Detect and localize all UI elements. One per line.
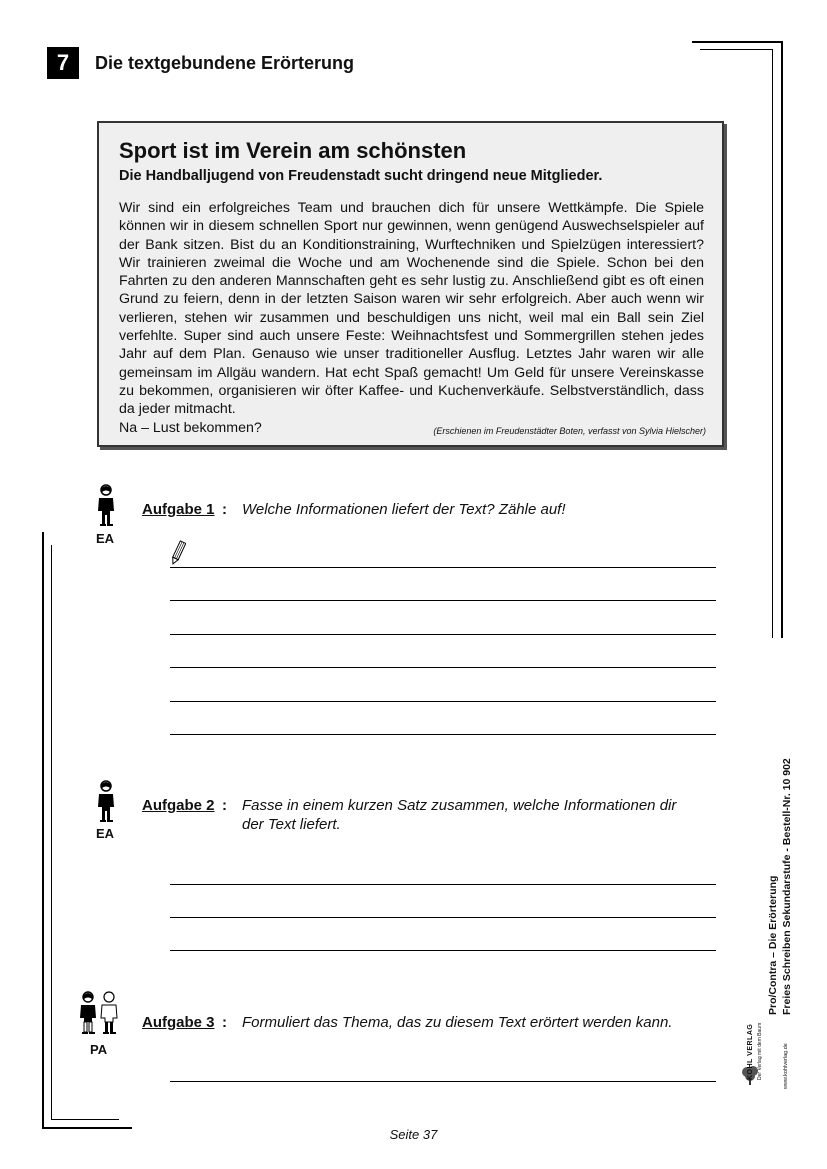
answer-line[interactable] — [170, 917, 716, 918]
chapter-title: Die textgebundene Erörterung — [95, 53, 355, 73]
form-label-ea-2: EA — [96, 826, 115, 841]
frame-line-bottom-inner — [51, 1119, 119, 1120]
task-2-label-text: Aufgabe 2 — [142, 797, 215, 814]
frame-line-right-outer — [781, 41, 783, 638]
pair-students-icon — [78, 991, 120, 1039]
form-label-ea-1: EA — [96, 531, 115, 546]
task-3-colon: : — [222, 1014, 227, 1031]
answer-line[interactable] — [170, 950, 716, 951]
publisher-tagline: Der Verlag mit dem Baum — [757, 1022, 763, 1080]
task-2-label — [142, 797, 215, 814]
task-1-label — [142, 501, 215, 518]
article-subtitle: Die Handballjugend von Freudenstadt sucht dringend neue Mitglieder. — [119, 168, 603, 184]
sidebar-line-1: Pro/Contra – Die Erörterung — [767, 875, 779, 1015]
article-body-text: Wir sind ein erfolgreiches Team und brauchen dich für unsere Wettkämpfe. Die Spiele können wir in diesem schnellen Sport nur gewinnen, wenn genügend Auswechselspieler auf der Bank sitzen. Bist du an Konditionstraining, Wurftechniken und Spielzügen interessiert? Wir trainieren zweimal die Woche und am Wochenende sind die Spiele. Schon bei den Fahrten zu den anderen Mannschaften geht es sehr lustig zu. Anschließend gibt es oft einen Grund zu feiern, denn in der letzten Saison waren wir sehr erfolgreich. Aber auch wenn wir verlieren, stehen wir zusammen und beschuldigen uns nicht, weil mal ein Ball sein Ziel verfehlte. Super sind auch unsere Feste: Weihnachtsfest und Sommergrillen stehen jedes Jahr auf dem Plan. Genauso wie unser traditioneller Ausflug. Letztes Jahr waren wir alle gemeinsam im Allgäu wandern. Hat echt Spaß gemacht! Um Geld für unsere Vereinskasse zu bekommen, organisieren wir öfter Kaffee- und Kuchenverkäufe. Selbstverständlich, dass da jeder mitmacht. — [119, 200, 704, 418]
frame-line-right-inner — [772, 49, 773, 638]
answer-line[interactable] — [170, 634, 716, 635]
publisher-url: www.kohlverlag.de — [783, 1043, 789, 1089]
task-1-colon: : — [222, 501, 227, 518]
article-source: (Erschienen im Freudenstädter Boten, verfasst von Sylvia Hielscher) — [433, 426, 706, 436]
answer-line[interactable] — [170, 567, 716, 568]
task-1-text: Welche Informationen liefert der Text? Zähle auf! — [242, 501, 566, 518]
answer-line[interactable] — [170, 701, 716, 702]
form-label-pa: PA — [90, 1042, 108, 1057]
frame-line-left-outer — [42, 532, 44, 1129]
task-2-text: Fasse in einem kurzen Satz zusammen, welche Informationen dir der Text liefert. — [242, 797, 677, 833]
task-3-label — [142, 1014, 215, 1031]
publisher-name: KOHL VERLAG — [747, 1023, 754, 1080]
article-closing: Na – Lust bekommen? — [119, 419, 262, 436]
chapter-number: 7 — [47, 47, 79, 79]
answer-line[interactable] — [170, 1081, 716, 1082]
answer-line[interactable] — [170, 667, 716, 668]
pencil-icon — [170, 539, 186, 567]
task-1-label-text: Aufgabe 1 — [142, 501, 215, 518]
frame-line-left-inner — [51, 545, 52, 1120]
frame-line-top-inner — [700, 49, 772, 50]
answer-line[interactable] — [170, 600, 716, 601]
task-3-label-text: Aufgabe 3 — [142, 1014, 215, 1031]
answer-line[interactable] — [170, 884, 716, 885]
task-3-text: Formuliert das Thema, das zu diesem Text erörtert werden kann. — [242, 1014, 673, 1031]
article-box — [97, 121, 724, 447]
task-2-colon: : — [222, 797, 227, 814]
sidebar-line-2: Freies Schreiben Sekundarstufe - Bestell-Nr. 10 902 — [781, 758, 793, 1015]
frame-line-top-outer — [692, 41, 782, 43]
answer-line[interactable] — [170, 734, 716, 735]
article-title: Sport ist im Verein am schönsten — [119, 138, 467, 163]
article-body — [119, 199, 704, 437]
single-student-icon — [95, 780, 117, 824]
page-number: Seite 37 — [389, 1127, 438, 1142]
single-student-icon — [95, 484, 117, 528]
